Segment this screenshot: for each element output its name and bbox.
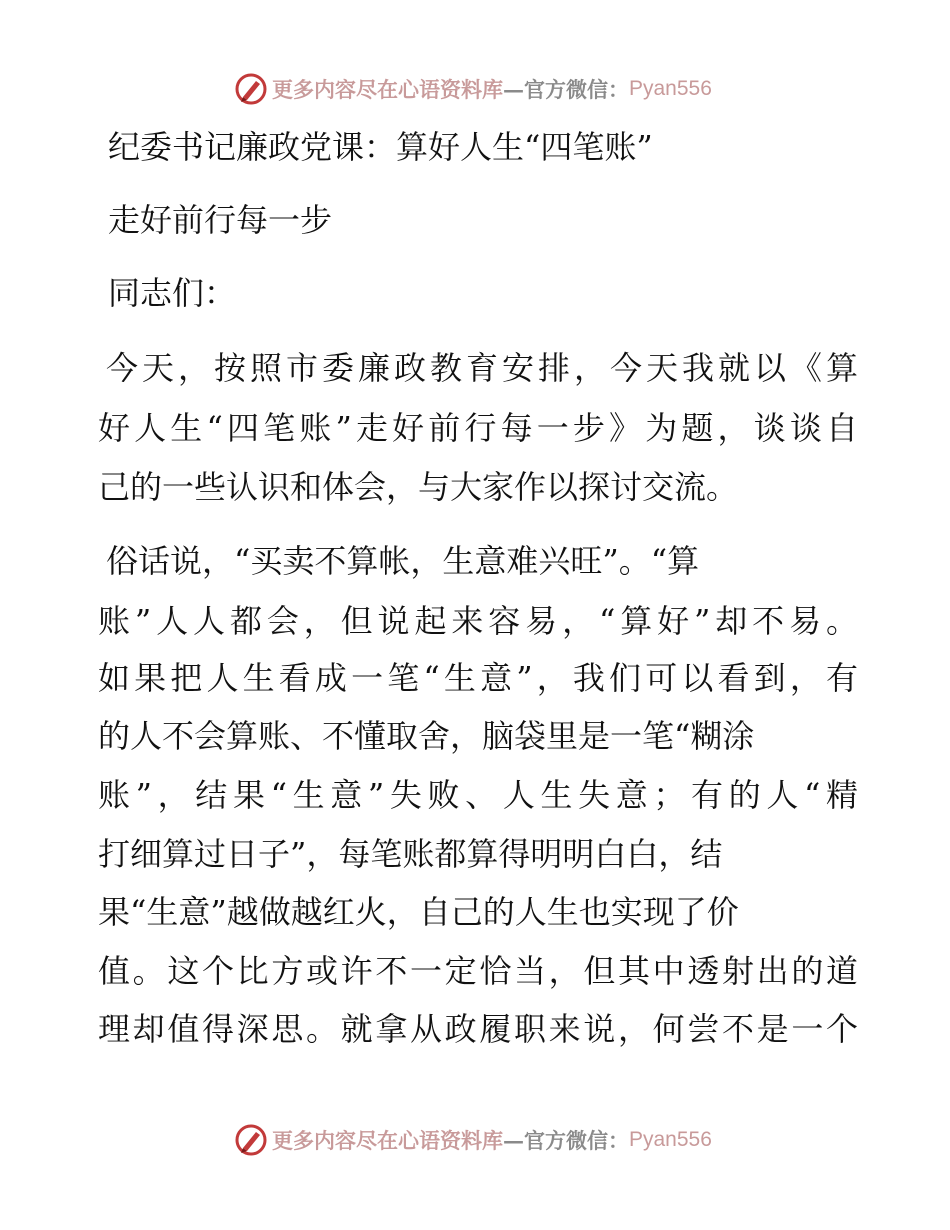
paragraph-2-line-9: 理却值得深思。就拿从政履职来说，何尝不是一个 [98, 1010, 858, 1048]
paragraph-1-line-3: 己的一些认识和体会，与大家作以探讨交流。 [98, 468, 739, 506]
paragraph-2-line-5: 账”，结果“生意”失败、人生失意；有的人“精 [98, 776, 858, 814]
header-banner [234, 70, 712, 108]
paragraph-2-line-4: 的人不会算账、不懂取舍，脑袋里是一笔“糊涂 [98, 717, 755, 755]
banner-wechat-label: 官方微信： [524, 1128, 629, 1153]
pen-logo-icon [234, 1123, 268, 1157]
banner-wechat-id: Pyan556 [629, 1128, 712, 1151]
document-title: 纪委书记廉政党课：算好人生“四笔账” [108, 128, 653, 166]
banner-promo-text: 更多内容尽在心语资料库 [272, 1128, 503, 1153]
paragraph-1-line-1: 今天，按照市委廉政教育安排，今天我就以《算 [106, 349, 858, 387]
paragraph-2-line-3: 如果把人生看成一笔“生意”，我们可以看到，有 [98, 659, 858, 697]
paragraph-1-line-2: 好人生“四笔账”走好前行每一步》为题，谈谈自 [98, 409, 858, 447]
banner-dash: — [503, 1127, 524, 1153]
banner-promo-text: 更多内容尽在心语资料库 [272, 77, 503, 102]
paragraph-2-line-1: 俗话说，“买卖不算帐，生意难兴旺”。“算 [106, 542, 700, 580]
banner-wechat-id: Pyan556 [629, 77, 712, 100]
paragraph-2-line-6: 打细算过日子”，每笔账都算得明明白白，结 [98, 835, 723, 873]
banner-dash: — [503, 76, 524, 102]
document-subtitle: 走好前行每一步 [108, 201, 333, 239]
pen-logo-icon [234, 72, 268, 106]
banner-wechat-label: 官方微信： [524, 77, 629, 102]
paragraph-2-line-2: 账”人人都会，但说起来容易，“算好”却不易。 [98, 602, 858, 640]
paragraph-2-line-7: 果“生意”越做越红火，自己的人生也实现了价 [98, 893, 739, 931]
salutation: 同志们： [108, 274, 237, 312]
footer-banner [234, 1121, 712, 1159]
paragraph-2-line-8: 值。这个比方或许不一定恰当，但其中透射出的道 [98, 952, 858, 990]
